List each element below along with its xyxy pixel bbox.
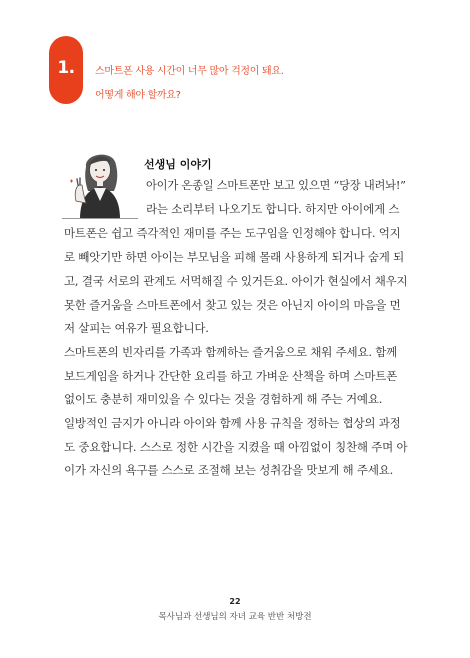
page-number: 22 <box>229 597 241 606</box>
body-line: 보드게임을 하거나 간단한 요리를 하고 가벼운 산책을 하며 스마트폰 <box>64 369 398 383</box>
body-line: 스마트폰의 빈자리를 가족과 함께하는 즐거움으로 채워 주세요. 함께 <box>64 345 398 359</box>
title-line-2: 어떻게 해야 할까요? <box>95 90 181 101</box>
teacher-icon <box>62 147 138 219</box>
chapter-number: 1. <box>57 58 75 78</box>
title-line-1: 스마트폰 사용 시간이 너무 많아 걱정이 돼요. <box>95 66 284 77</box>
body-line: 이가 자신의 욕구를 스스로 조절해 보는 성취감을 맛보게 해 주세요. <box>64 463 394 477</box>
section-label: 선생님 이야기 <box>144 158 212 171</box>
body-line: 고, 결국 서로의 관계도 서먹해질 수 있거든요. 아이가 현실에서 채우지 <box>64 274 408 288</box>
body-line: 아이가 온종일 스마트폰만 보고 있으면 “당장 내려놔!” <box>146 179 406 192</box>
body-line: 일방적인 금지가 아니라 아이와 함께 사용 규칙을 정하는 협상의 과정 <box>64 416 401 430</box>
body-line: 저 살피는 여유가 필요합니다. <box>64 321 209 335</box>
question-title <box>95 60 435 108</box>
body-line: 라는 소리부터 나오기도 합니다. 하지만 아이에게 스 <box>146 202 400 216</box>
body-line: 로 빼앗기만 하면 아이는 부모님을 피해 몰래 사용하게 되거나 숨게 되 <box>64 250 405 264</box>
body-line: 도 중요합니다. 스스로 정한 시간을 지켰을 때 아낌없이 칭찬해 주며 아 <box>64 440 408 454</box>
body-line: 마트폰은 쉽고 즉각적인 재미를 주는 도구임을 인정해야 합니다. 억지 <box>64 226 401 240</box>
body-line: 없이도 충분히 재미있을 수 있다는 것을 경험하게 해 주는 거예요. <box>64 392 383 406</box>
book-title-footer: 목사님과 선생님의 자녀 교육 반반 처방전 <box>158 612 312 622</box>
body-line: 못한 즐거움을 스마트폰에서 찾고 있는 것은 아닌지 아이의 마음을 먼 <box>64 298 401 312</box>
